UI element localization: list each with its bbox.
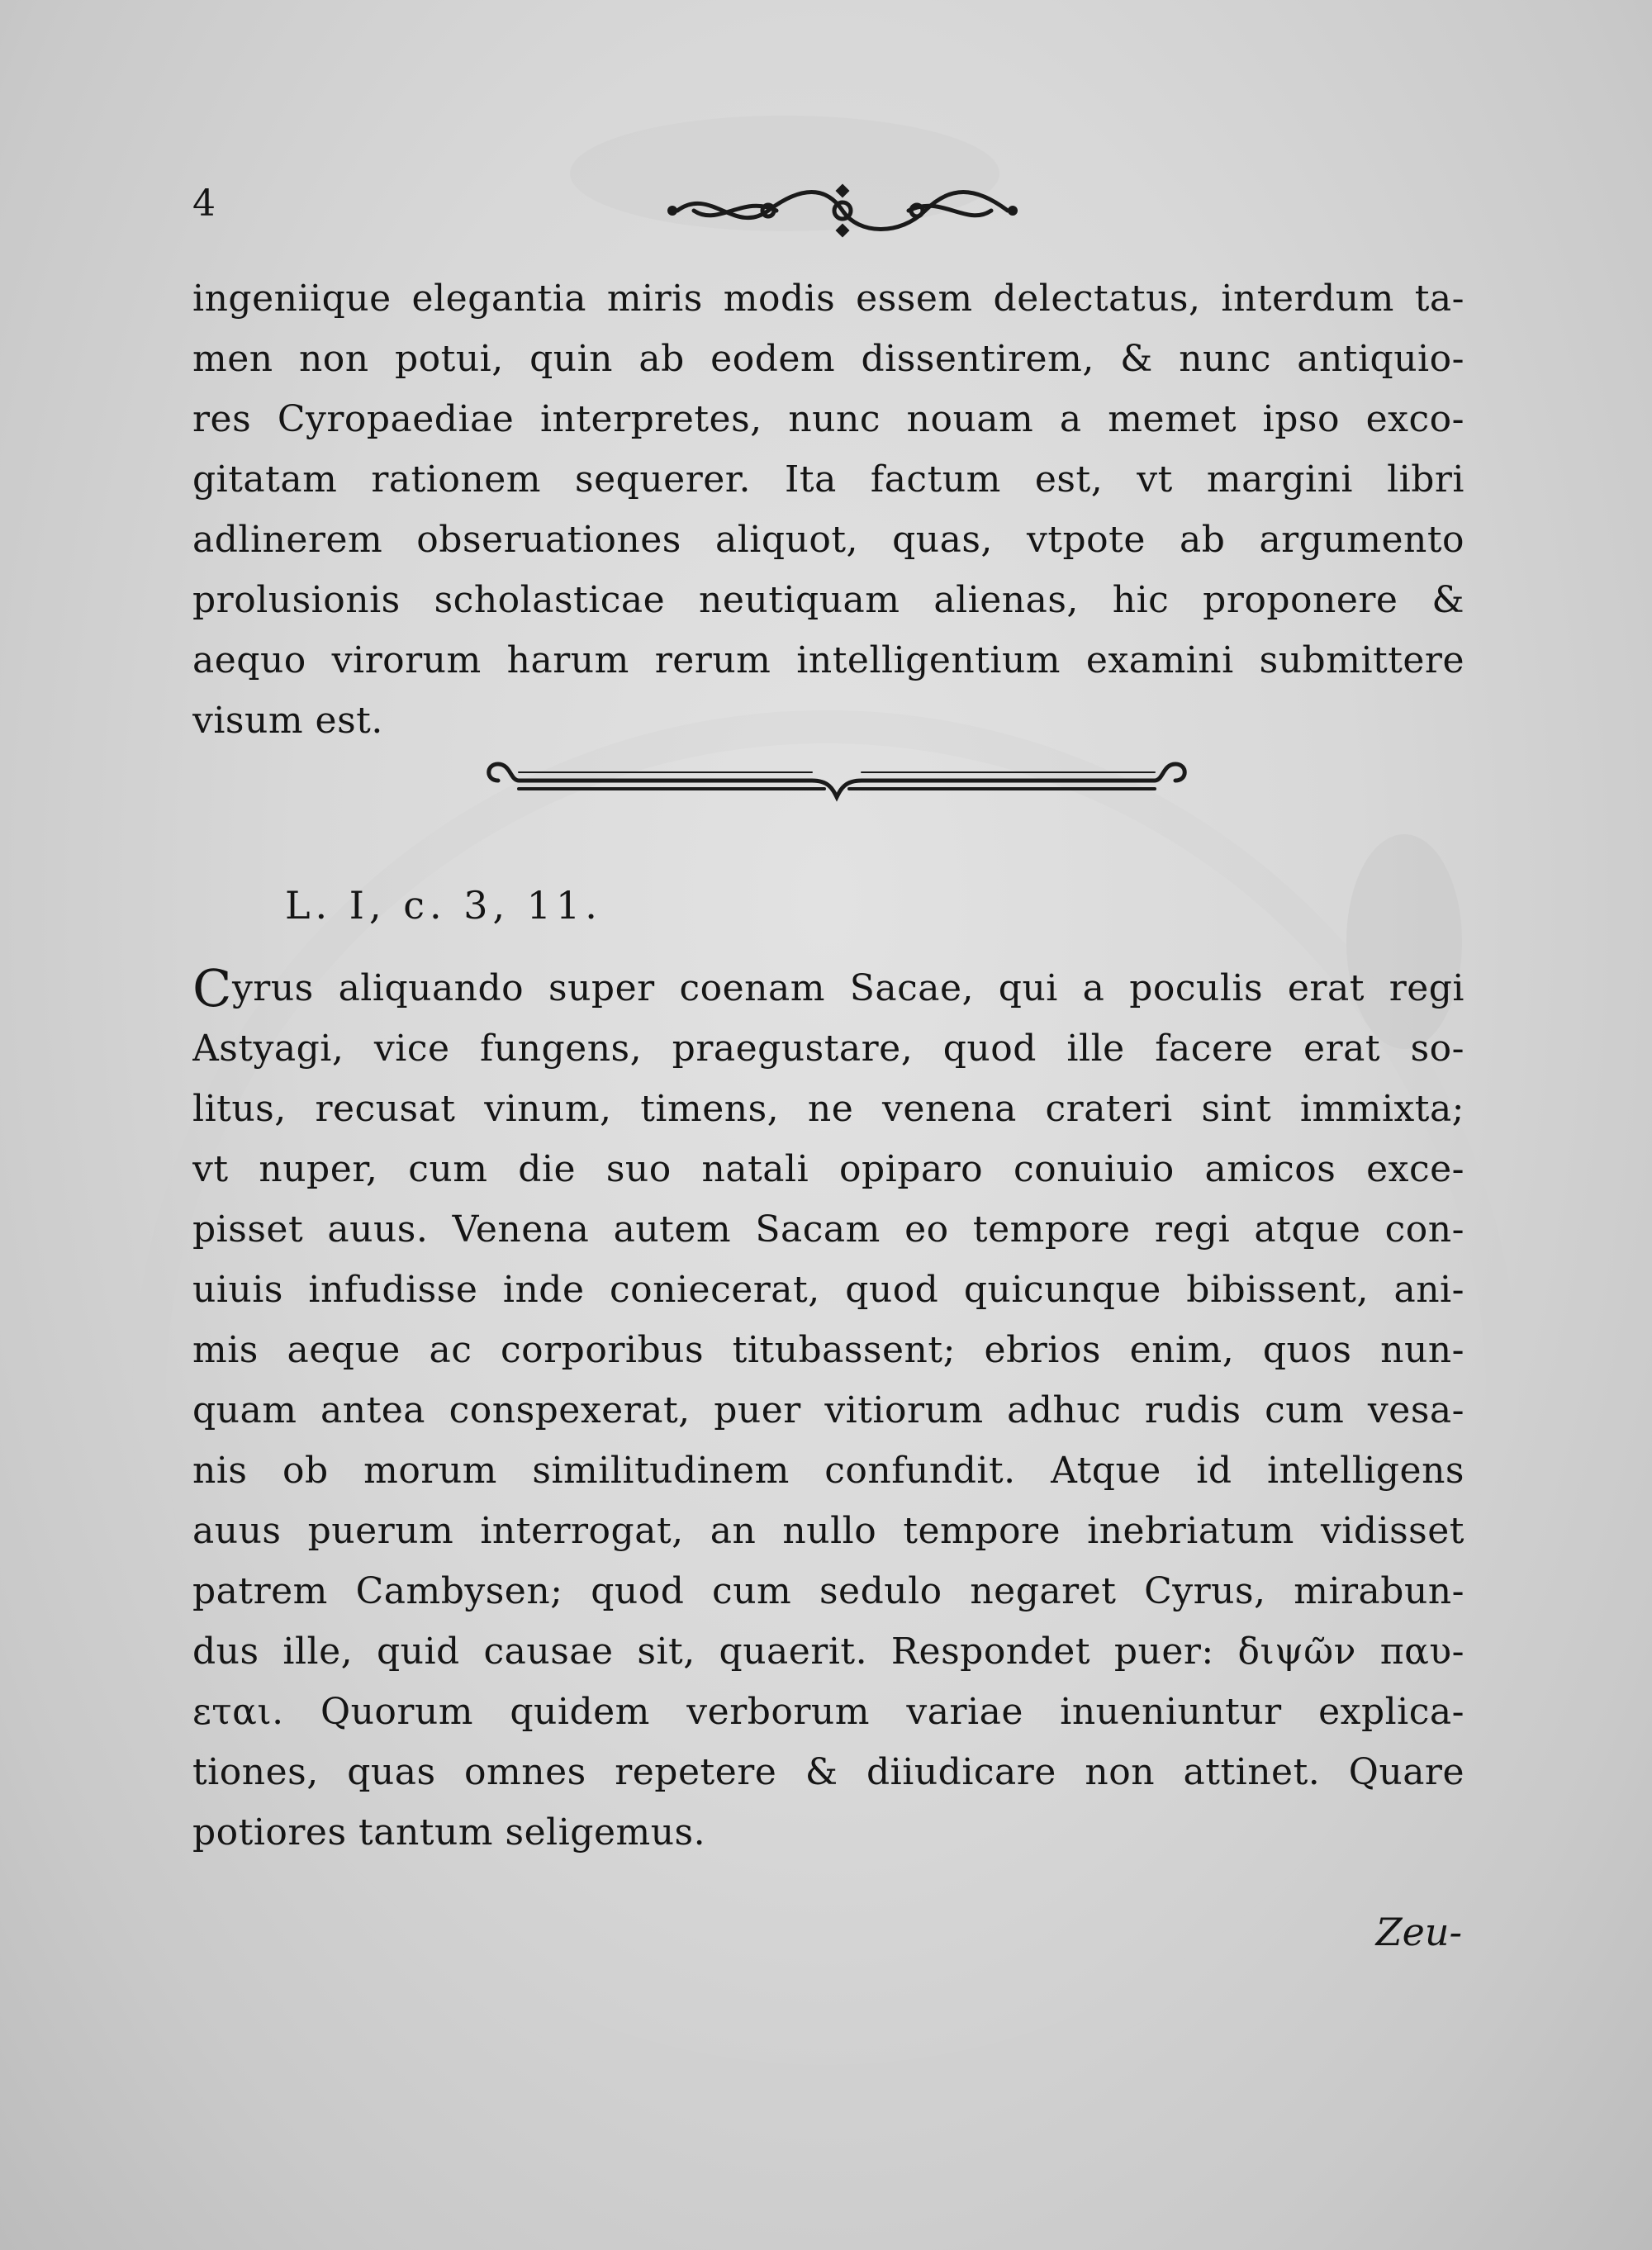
text-line: res Cyropaediae interpretes, nunc nouam a memet ipso exco- (192, 398, 1464, 440)
text-line: auus puerum interrogat, an nullo tempore inebriatum vidisset (192, 1510, 1464, 1552)
text-line: prolusionis scholasticae neutiquam alienas, hic proponere & (192, 579, 1464, 621)
text-line: quam antea conspexerat, puer vitiorum adhuc rudis cum vesa- (192, 1389, 1464, 1431)
main-paragraph (192, 958, 1464, 1863)
page-number: 4 (192, 183, 216, 225)
text-line: nis ob morum similitudinem confundit. Atque id intelligens (192, 1450, 1464, 1492)
text-line: Astyagi, vice fungens, praegustare, quod ille facere erat so- (192, 1028, 1464, 1070)
text-line: gitatam rationem sequerer. Ita factum est, vt margini libri (192, 458, 1464, 501)
text-line-rest: yrus aliquando super coenam Sacae, qui a poculis erat regi (231, 967, 1464, 1009)
text-line: potiores tantum seligemus. (192, 1811, 706, 1854)
text-line: men non potui, quin ab eodem dissentirem, & nunc antiquio- (192, 338, 1464, 380)
scroll-ornament-icon (661, 178, 1024, 244)
text-line: vt nuper, cum die suo natali opiparo conuiuio amicos exce- (192, 1148, 1464, 1190)
text-line: εται. Quorum quidem verborum variae inueniuntur explica- (192, 1691, 1464, 1733)
text-line: mis aeque ac corporibus titubassent; ebrios enim, quos nun- (192, 1329, 1464, 1371)
drop-capital: C (192, 958, 232, 1018)
section-reference: L. I, c. 3, 11. (285, 883, 602, 928)
text-line (192, 958, 1464, 1018)
text-line: patrem Cambysen; quod cum sedulo negaret Cyrus, mirabun- (192, 1570, 1464, 1612)
text-line: visum est. (192, 700, 383, 742)
text-line: adlinerem obseruationes aliquot, quas, vtpote ab argumento (192, 519, 1464, 561)
text-line: uiuis infudisse inde coniecerat, quod quicunque bibissent, ani- (192, 1269, 1464, 1311)
bracket-rule-icon (482, 748, 1192, 814)
opening-paragraph (192, 268, 1464, 751)
text-line: pisset auus. Venena autem Sacam eo tempore regi atque con- (192, 1208, 1464, 1251)
catchword: Zeu- (1375, 1910, 1462, 1954)
text-line: ingeniique elegantia miris modis essem delectatus, interdum ta- (192, 278, 1464, 320)
text-line: tiones, quas omnes repetere & diiudicare non attinet. Quare (192, 1751, 1464, 1793)
text-line: aequo virorum harum rerum intelligentium examini submittere (192, 639, 1464, 681)
text-line: dus ille, quid causae sit, quaerit. Respondet puer: διψῶν παυ- (192, 1631, 1464, 1673)
text-line: litus, recusat vinum, timens, ne venena crateri sint immixta; (192, 1088, 1464, 1130)
